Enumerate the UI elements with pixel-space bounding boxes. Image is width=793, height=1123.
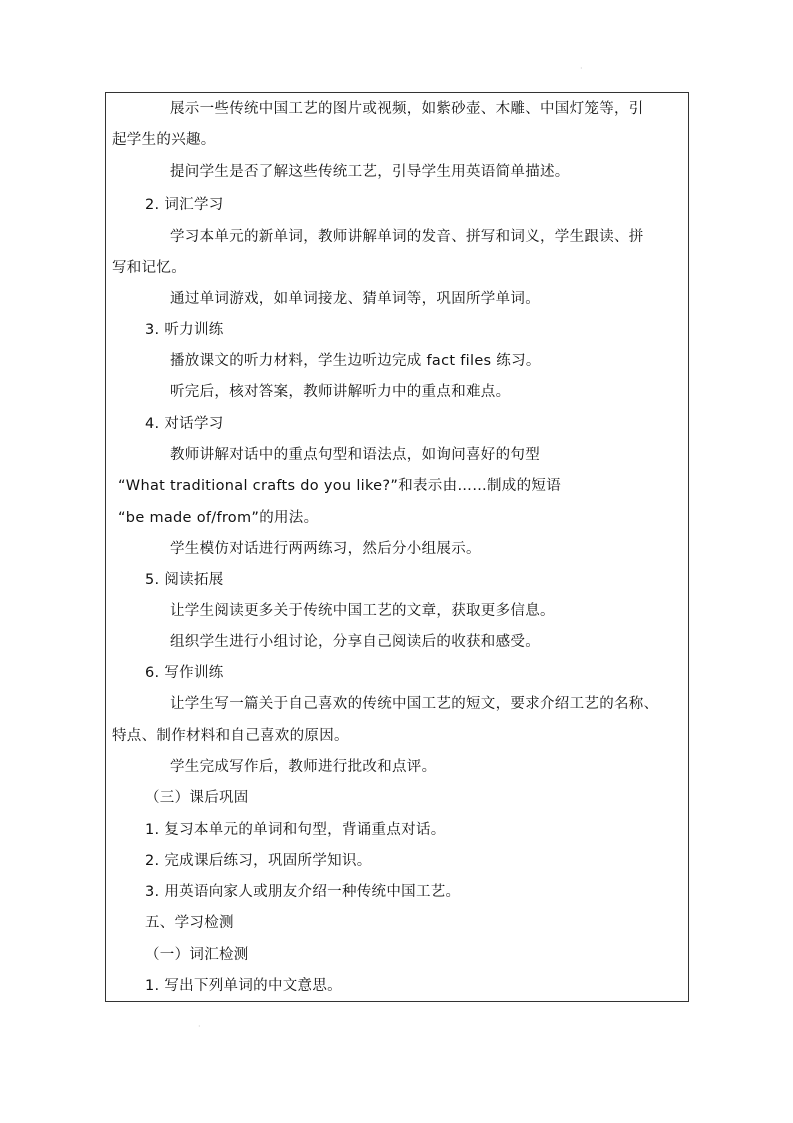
- text-line: “be made of/from”的用法。: [118, 510, 319, 526]
- list-item: 1. 复习本单元的单词和句型，背诵重点对话。: [145, 822, 446, 838]
- text-line: 展示一些传统中国工艺的图片或视频，如紫砂壶、木雕、中国灯笼等，引: [170, 101, 644, 117]
- text-line: “What traditional crafts do you like?”和表示由……制成的短语: [118, 478, 562, 494]
- text-line: 听完后，核对答案，教师讲解听力中的重点和难点。: [170, 384, 511, 400]
- section-heading: （一）词汇检测: [145, 947, 249, 963]
- page-dot-mark: ·: [580, 64, 583, 73]
- text-line: 提问学生是否了解这些传统工艺，引导学生用英语简单描述。: [170, 164, 570, 180]
- text-line: 让学生写一篇关于自己喜欢的传统中国工艺的短文，要求介绍工艺的名称、: [170, 696, 659, 712]
- list-item: 2. 完成课后练习，巩固所学知识。: [145, 853, 372, 869]
- section-heading: 5. 阅读拓展: [145, 572, 224, 588]
- text-line: 特点、制作材料和自己喜欢的原因。: [112, 728, 349, 744]
- section-heading: 3. 听力训练: [145, 322, 224, 338]
- text-line: 教师讲解对话中的重点句型和语法点，如询问喜好的句型: [170, 447, 540, 463]
- text-line: 播放课文的听力材料，学生边听边完成 fact files 练习。: [170, 353, 541, 369]
- list-item: 1. 写出下列单词的中文意思。: [145, 978, 342, 994]
- text-line: 学生模仿对话进行两两练习，然后分小组展示。: [170, 541, 481, 557]
- text-line: 起学生的兴趣。: [112, 132, 216, 148]
- text-line: 让学生阅读更多关于传统中国工艺的文章，获取更多信息。: [170, 603, 555, 619]
- section-heading: 2. 词汇学习: [145, 197, 224, 213]
- section-heading: （三）课后巩固: [145, 790, 249, 806]
- text-line: 学生完成写作后，教师进行批改和点评。: [170, 759, 437, 775]
- page-dot-mark: ·: [198, 1022, 201, 1031]
- section-heading: 五、学习检测: [145, 915, 234, 931]
- text-line: 组织学生进行小组讨论，分享自己阅读后的收获和感受。: [170, 634, 540, 650]
- section-heading: 4. 对话学习: [145, 416, 224, 432]
- list-item: 3. 用英语向家人或朋友介绍一种传统中国工艺。: [145, 884, 461, 900]
- text-line: 通过单词游戏，如单词接龙、猜单词等，巩固所学单词。: [170, 291, 540, 307]
- text-line: 学习本单元的新单词，教师讲解单词的发音、拼写和词义，学生跟读、拼: [170, 229, 644, 245]
- text-line: 写和记忆。: [112, 260, 186, 276]
- section-heading: 6. 写作训练: [145, 665, 224, 681]
